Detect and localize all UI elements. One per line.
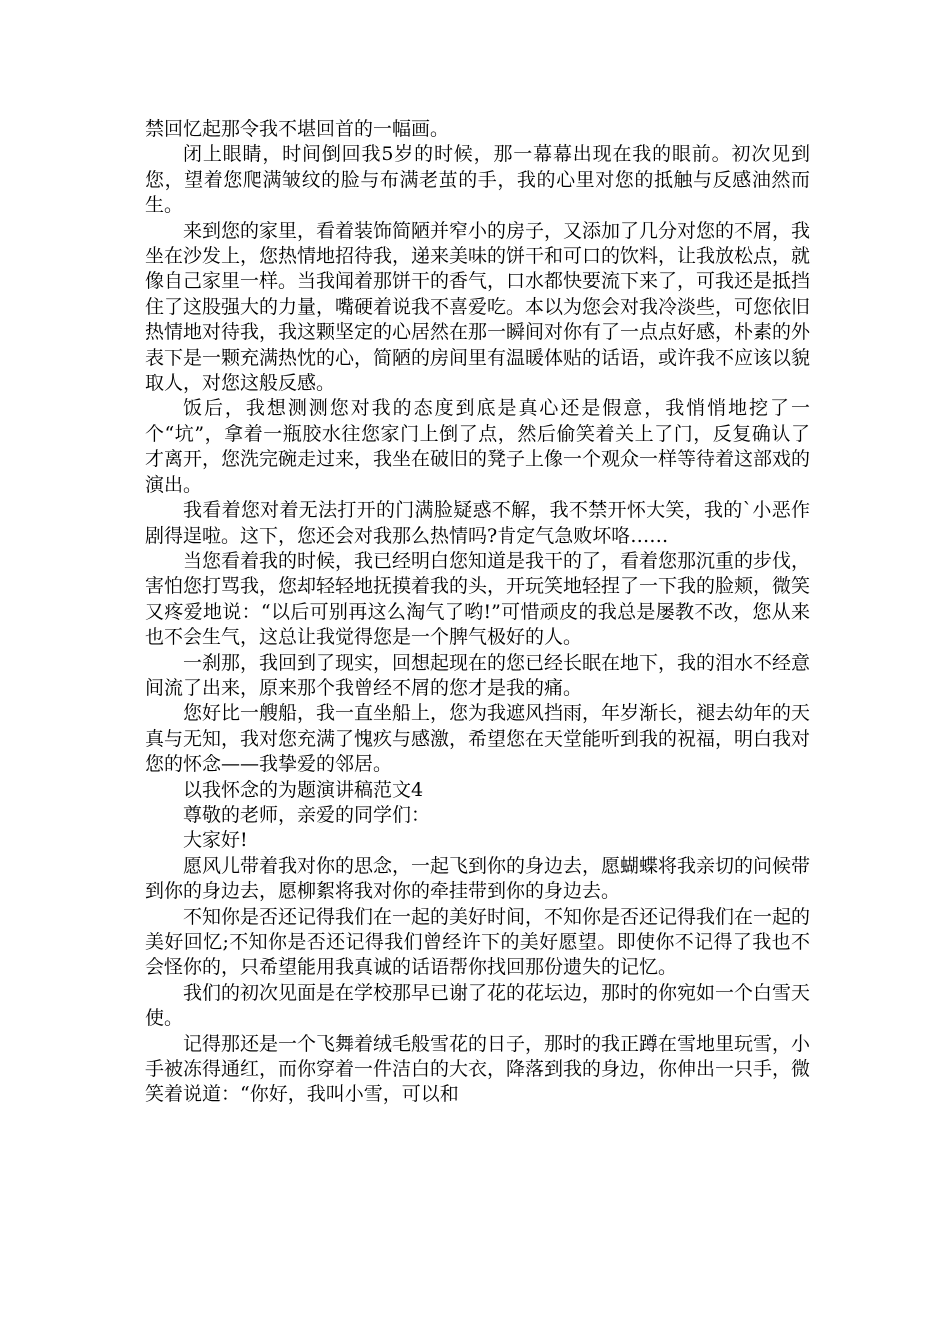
salutation: 尊敬的老师，亲爱的同学们： [183,803,431,826]
paragraph: 我们的初次见面是在学校那早已谢了花的花坛边，那时的你宛如一个白雪天使。 [145,981,811,1030]
paragraph: 不知你是否还记得我们在一起的美好时间，不知你是否还记得我们在一起的美好回忆;不知你是否还记得我们曾经许下的美好愿望。即使你不记得了我也不会怪你的，只希望能用我真诚的话语帮你找回那份遗失的记忆。 [145,905,811,979]
paragraph: 来到您的家里，看着装饰简陋并窄小的房子，又添加了几分对您的不屑，我坐在沙发上，您热情地招待我，递来美味的饼干和可口的饮料，让我放松点，就像自己家里一样。当我闻着那饼干的香气，口水都快要流下来了，可我还是抵挡住了这股强大的力量，嘴硬着说我不喜爱吃。本以为您会对我冷淡些，可您依旧热情地对待我，我这颗坚定的心居然在那一瞬间对你有了一点点好感，朴素的外表下是一颗充满热忱的心，简陋的房间里有温暖体贴的话语，或许我不应该以貌取人，对您这般反感。 [145,219,811,395]
section-heading: 以我怀念的为题演讲稿范文4 [183,778,424,801]
paragraph: 当您看着我的时候，我已经明白您知道是我干的了，看着您那沉重的步伐，害怕您打骂我，您却轻轻地抚摸着我的头，开玩笑地轻捏了一下我的脸颊，微笑又疼爱地说：“以后可别再这么淘气了哟!”可惜顽皮的我总是屡教不改，您从来也不会生气，这总让我觉得您是一个脾气极好的人。 [145,549,811,649]
paragraph: 愿风儿带着我对你的思念，一起飞到你的身边去，愿蝴蝶将我亲切的问候带到你的身边去，愿柳絮将我对你的牵挂带到你的身边去。 [145,854,811,903]
greeting: 大家好! [183,829,248,852]
paragraph: 闭上眼睛，时间倒回我5岁的时候，那一幕幕出现在我的眼前。初次见到您，望着您爬满皱纹的脸与布满老茧的手，我的心里对您的抵触与反感油然而生。 [145,143,810,217]
paragraph: 我看着您对着无法打开的门满脸疑惑不解，我不禁开怀大笑，我的`小恶作剧得逞啦。这下，您还会对我那么热情吗?肯定气急败坏咯…… [145,499,810,547]
paragraph: 一刹那，我回到了现实，回想起现在的您已经长眠在地下，我的泪水不经意间流了出来，原来那个我曾经不屑的您才是我的痛。 [145,651,811,699]
paragraph: 饭后，我想测测您对我的态度到底是真心还是假意，我悄悄地挖了一个“坑”，拿着一瓶胶水往您家门上倒了点，然后偷笑着关上了门，反复确认了才离开，您洗完碗走过来，我坐在破旧的凳子上像一个观众一样等待着这部戏的演出。 [145,397,811,496]
paragraph: 记得那还是一个飞舞着绒毛般雪花的日子，那时的我正蹲在雪地里玩雪，小手被冻得通红，而你穿着一件洁白的大衣，降落到我的身边，你伸出一只手，微笑着说道：“你好，我叫小雪，可以和 [145,1032,811,1106]
paragraph: 您好比一艘船，我一直坐船上，您为我遮风挡雨，年岁渐长，褪去幼年的天真与无知，我对您充满了愧疚与感激，希望您在天堂能听到我的祝福，明白我对您的怀念——我挚爱的邻居。 [145,702,811,776]
paragraph: 禁回忆起那令我不堪回首的一幅画。 [145,118,450,140]
document-body [145,117,810,1108]
